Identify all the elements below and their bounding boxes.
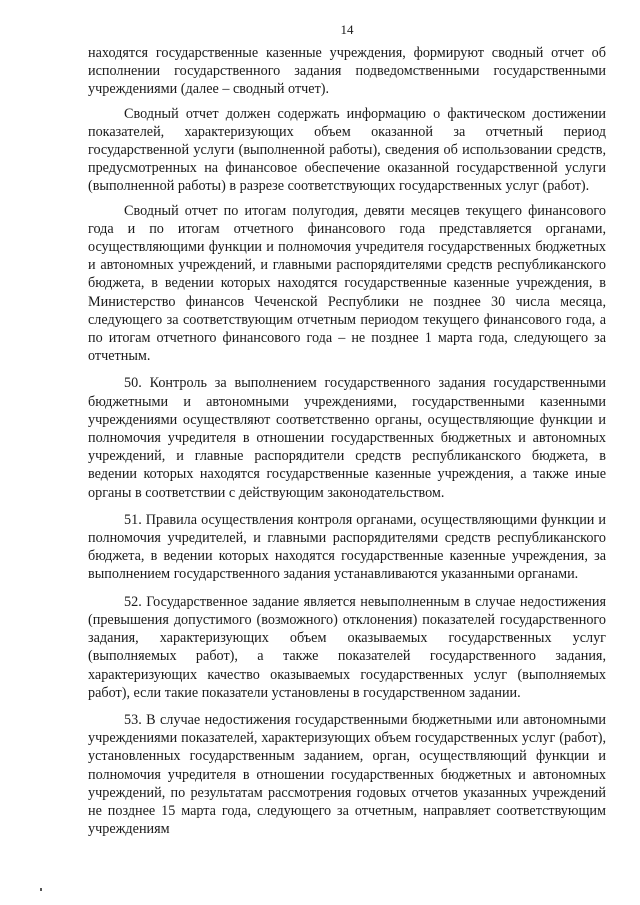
paragraph-clause-50: 50. Контроль за выполнением государственного задания государственными бюджетными и автономными учреждениями, государственными казенными учреждениями осуществляют соответственно органы, осуществляющие функции и полномочия учредителя в отношении государственных бюджетных и автономных учреждений, и главные распорядители средств республиканского бюджета, в ведении которых находятся государственные казенные учреждения, а также иные органы в соответствии с действующим законодательством.: [88, 375, 606, 501]
paragraph-summary-report-deadline: Сводный отчет по итогам полугодия, девяти месяцев текущего финансового года и по итогам отчетного финансового года представляется органами, осуществляющими функции и полномочия учредителя государственных бюджетных и автономных учреждений, и главными распорядителями средств республиканского бюджета, в ведении которых находятся государственные казенные учреждения, в Министерство финансов Чеченской Республики не позднее 30 числа месяца, следующего за соответствующим отчетным периодом текущего финансового года, а по итогам отчетного финансового года – не позднее 1 марта года, следующего за отчетным.: [88, 202, 606, 365]
page-number: 14: [340, 22, 354, 37]
paragraph-clause-51: 51. Правила осуществления контроля органами, осуществляющими функции и полномочия учредителей, и главными распорядителями средств республиканского бюджета, в ведении которых находятся государственные казенные учреждения, за выполнением государственного задания устанавливаются указанными органами.: [88, 511, 606, 583]
paragraph-summary-report-continuation: находятся государственные казенные учреждения, формируют сводный отчет об исполнении государственного задания подведомственными государственными учреждениями (далее – сводный отчет).: [88, 45, 606, 98]
paragraph-clause-53: 53. В случае недостижения государственными бюджетными или автономными учреждениями показателей, характеризующих объем государственных услуг (работ), установленных государственным заданием, орган, осуществляющий функции и полномочия учредителя в отношении государственных бюджетных и автономных учреждений, по результатам рассмотрения годовых отчетов указанных учреждений не позднее 15 марта года, следующего за отчетным, направляет соответствующим учреждениям: [88, 711, 606, 838]
paragraph-summary-report-content: Сводный отчет должен содержать информацию о фактическом достижении показателей, характеризующих объем оказанной за отчетный период государственной услуги (выполненной работы), сведения об использовании средств, предусмотренных на финансовое обеспечение оказанной государственной услуги (выполненной работы) в разрезе соответствующих государственных услуг (работ).: [88, 105, 606, 195]
paragraph-clause-52: 52. Государственное задание является невыполненным в случае недостижения (превышения допустимого (возможного) отклонения) показателей государственного задания, характеризующих объем оказываемых государственных услуг (выполняемых работ), а также показателей государственного задания, характеризующих качество оказываемых государственных услуг (выполняемых работ), если такие показатели установлены в государственном задании.: [88, 593, 606, 701]
scan-mark: [40, 888, 42, 891]
